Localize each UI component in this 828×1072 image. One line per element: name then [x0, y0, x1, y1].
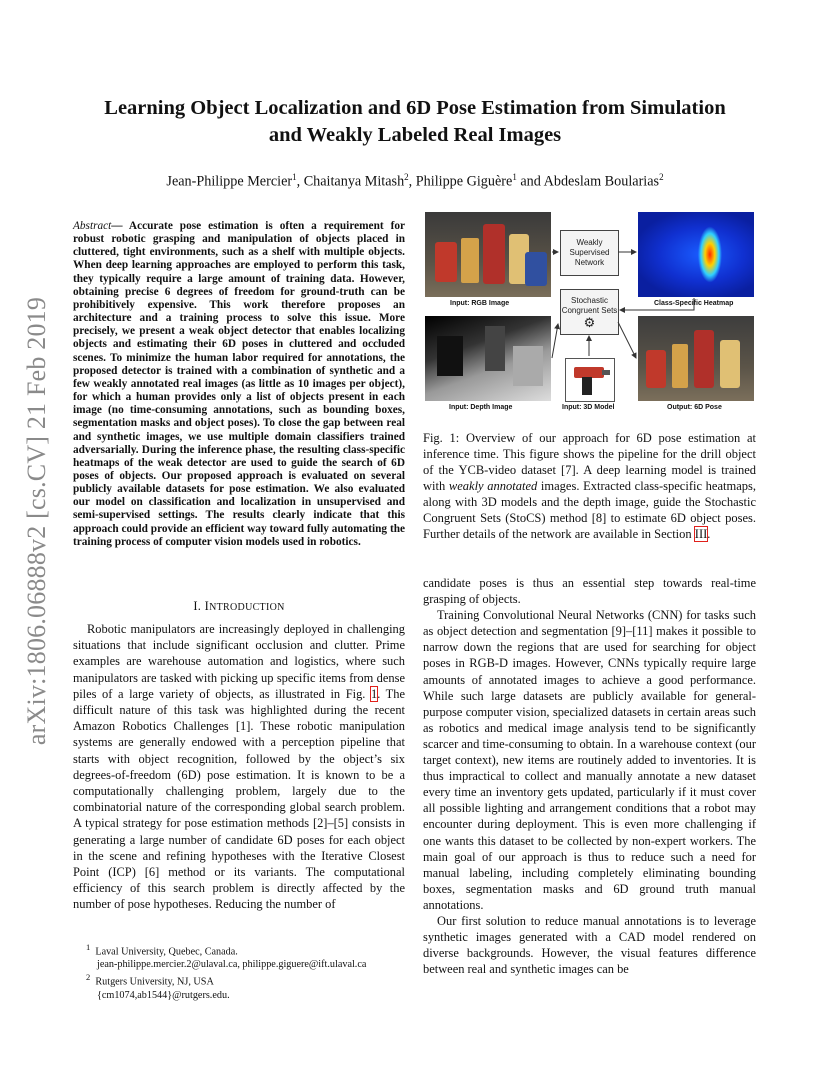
gear-icon: ⚙ [583, 314, 596, 330]
arxiv-sidebar-stamp: arXiv:1806.06888v2 [cs.CV] 21 Feb 2019 [22, 296, 51, 745]
section-reference-link[interactable]: III [694, 527, 708, 541]
box-weakly-supervised-network: Weakly Supervised Network [560, 230, 619, 276]
footnotes: $^1$ Laval University, Quebec, Canada. jean-philippe.mercier.2@ulaval.ca, philippe.giguere@ift.ulaval.ca $^2$ Rutgers University, NJ, USA {cm1074,ab1544}@rutgers.edu. [86, 942, 367, 1001]
label-6d-pose: Output: 6D Pose [667, 404, 722, 411]
paper-title: Learning Object Localization and 6D Pose Estimation from Simulation and Weakly Labeled Real Images [104, 97, 726, 146]
paragraph: Our first solution to reduce manual annotations is to leverage synthetic images generated with a CAD model rendered on diverse backgrounds. However, the visual features difference between real and synthetic images can be [423, 913, 756, 977]
label-depth-image: Input: Depth Image [449, 404, 513, 411]
section-heading-introduction: I. INTRODUCTION [193, 599, 285, 613]
label-rgb-image: Input: RGB Image [450, 300, 510, 307]
figure-pipeline [424, 212, 754, 414]
introduction-paragraph: Robotic manipulators are increasingly deployed in challenging situations that include significant occlusion and clutter. Prime examples are warehouse automation and logistics, where such manipulators are tasked with picking up specific items from dense piles of a large variety of objects, as illustrated in Fig. 1. The difficult nature of this task was highlighted during the recent Amazon Robotics Challenges [1]. These robotic manipulation systems are generally endowed with a perception pipeline that starts with object recognition, followed by the object’s six degrees-of-freedom (6D) pose estimation. It is known to be a computationally challenging problem, largely due to the combinatorial nature of the corresponding global search problem. A typical strategy for pose estimation methods [2]–[5] consists in generating a large number of candidate 6D poses for each object in the scene and refining hypotheses with the Iterative Closest Point (ICP) [6] method or its variants. The computational efficiency of this search problem is directly affected by the number of pose hypotheses. Reducing the number of [73, 622, 405, 912]
author-list: Jean-Philippe Mercier$^1$, Chaitanya Mitash$^2$, Philippe Giguère$^1$ and Abdeslam Boularias$^2$ [166, 172, 664, 190]
box-stochastic-congruent-sets: Stochastic Congruent Sets ⚙ [560, 289, 619, 335]
paragraph: Training Convolutional Neural Networks (CNN) for tasks such as object detection and segmentation [9]–[11] makes it possible to narrow down the regions that are used for searching for object poses in RGB-D images. However, CNNs typically require large amounts of annotated images to achieve a good performance. While such large datasets are publicly available for general-purpose computer vision, specialized datasets in certain areas such as robotics and medical image analysis tend to be significantly scarcer and time-consuming to obtain. In a warehouse context (our target context), new items are routinely added to inventories. It is thus impractical to collect and manually annotate a new dataset every time an inventory gets updated, particularly if it must cover all possible lighting and arrangement conditions that a robot may encounter during deployment. This is even more challenging if one wants this dataset to be collected by non-expert workers. The main goal of our approach is thus to reduce such a need for manual labeling, including completely eliminating bounding boxes, segmentation masks and 6D ground truth manual annotations. [423, 608, 756, 912]
abstract: Abstract— Accurate pose estimation is often a requirement for robust robotic grasping and manipulation of objects placed in cluttered, tight environments, such as a shelf with multiple objects. When deep learning approaches are employed to perform this task, they typically require a large amount of training data. However, obtaining precise 6 degrees of freedom for ground-truth can be prohibitively expensive. This work therefore proposes an architecture and a training process to solve this issue. More precisely, we present a weak object detector that enables localizing objects and estimating their 6D poses in cluttered and occluded scenes. To minimize the human labor required for annotations, the proposed detector is trained with a combination of synthetic and a few weakly annotated real images (as little as 10 images per object), for which a human provides only a list of objects present in each image (no time-consuming annotations, such as bounding boxes, segmentation masks and object poses). To close the gap between real and synthetic images, we use multiple domain classifiers trained adversarially. During the inference phase, the resulting class-specific heatmaps of the weak detector are used to guide the search of 6D poses of objects. Our proposed approach is evaluated on several publicly available datasets for pose estimation. We also evaluated our model on classification and localization in unsupervised and semi-supervised settings. The results clearly indicate that this approach could provide an efficient way toward fully automating the training process of computer vision models used in robotics. [73, 220, 405, 548]
paragraph: candidate poses is thus an essential step towards real-time grasping of objects. [423, 576, 756, 607]
right-column-body [423, 575, 756, 977]
label-heatmap: Class-Specific Heatmap [654, 300, 734, 307]
label-3d-model: Input: 3D Model [562, 404, 615, 411]
figure-reference-link[interactable]: 1 [370, 686, 378, 701]
figure-caption: Fig. 1: Overview of our approach for 6D pose estimation at inference time. This figure shows the pipeline for the drill object of the YCB-video dataset [7]. A deep learning model is trained with weakly annotated images. Extracted class-specific heatmaps, along with 3D models and the depth image, guide the Stochastic Congruent Sets (StoCS) method [8] to estimate 6D object poses. Further details of the network are available in Section III. [423, 431, 756, 541]
pipeline-arrows [424, 212, 754, 414]
